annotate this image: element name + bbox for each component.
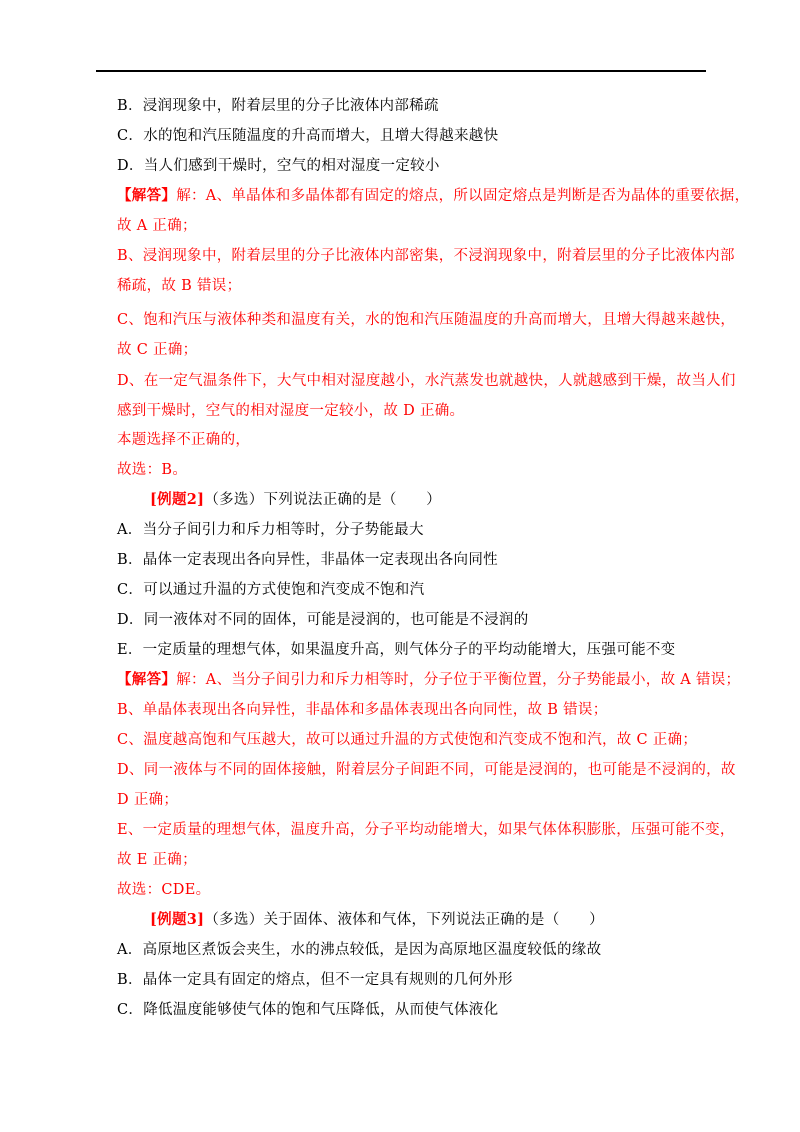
option-d: D．当人们感到干燥时，空气的相对湿度一定较小 xyxy=(117,158,440,174)
option-d: D．同一液体对不同的固体，可能是浸润的，也可能是不浸润的 xyxy=(117,612,529,628)
option-c: C．可以通过升温的方式使饱和汽变成不饱和汽 xyxy=(117,582,425,598)
answer-line: 故选：CDE。 xyxy=(117,882,211,898)
option-b: B．浸润现象中，附着层里的分子比液体内部稀疏 xyxy=(117,98,439,114)
option-c: C．降低温度能够使气体的饱和气压降低，从而使气体液化 xyxy=(117,1002,499,1018)
header-rule xyxy=(96,70,706,72)
answer-line: C、饱和汽压与液体种类和温度有关，水的饱和汽压随温度的升高而增大，且增大得越来越快， xyxy=(117,312,736,328)
answer-line: B、单晶体表现出各向异性，非晶体和多晶体表现出各向同性，故 B 错误； xyxy=(117,702,608,718)
example-2-heading xyxy=(150,491,441,509)
answer-line: 故选：B。 xyxy=(117,462,188,478)
answer-line: 故 A 正确； xyxy=(117,218,197,234)
example-tag: [例题2] xyxy=(150,491,205,508)
answer-text: 解：A、单晶体和多晶体都有固定的熔点，所以固定熔点是判断是否为晶体的重要依据， xyxy=(176,188,750,204)
answer-line: 故 E 正确； xyxy=(117,852,197,868)
option-c: C．水的饱和汽压随温度的升高而增大，且增大得越来越快 xyxy=(117,128,499,144)
answer-line: C、温度越高饱和气压越大，故可以通过升温的方式使饱和汽变成不饱和汽，故 C 正确； xyxy=(117,732,698,748)
answer-line: B、浸润现象中，附着层里的分子比液体内部密集，不浸润现象中，附着层里的分子比液体内部 xyxy=(117,248,735,264)
answer-line: 感到干燥时，空气的相对湿度一定较小，故 D 正确。 xyxy=(117,403,465,419)
example-3-heading xyxy=(150,911,604,929)
answer-tag: 【解答】 xyxy=(117,187,177,204)
answer-line: D 正确； xyxy=(117,792,179,808)
answer-text: 解：A、当分子间引力和斥力相等时，分子位于平衡位置，分子势能最小，故 A 错误； xyxy=(176,672,741,688)
example-tag: [例题3] xyxy=(150,911,205,928)
option-a: A．高原地区煮饭会夹生，水的沸点较低，是因为高原地区温度较低的缘故 xyxy=(117,942,602,958)
option-b: B．晶体一定表现出各向异性，非晶体一定表现出各向同性 xyxy=(117,552,498,568)
answer-line xyxy=(117,671,740,689)
answer-tag: 【解答】 xyxy=(117,671,177,688)
answer-line: 稀疏，故 B 错误； xyxy=(117,278,242,294)
option-b: B．晶体一定具有固定的熔点，但不一定具有规则的几何外形 xyxy=(117,972,513,988)
example-question: （多选）关于固体、液体和气体，下列说法正确的是（ ） xyxy=(204,912,604,928)
option-a: A．当分子间引力和斥力相等时，分子势能最大 xyxy=(117,522,424,538)
answer-line: 故 C 正确； xyxy=(117,342,198,358)
answer-line: D、在一定气温条件下，大气中相对湿度越小，水汽蒸发也就越快，人就越感到干燥，故当人们 xyxy=(117,373,736,389)
option-e: E．一定质量的理想气体，如果温度升高，则气体分子的平均动能增大，压强可能不变 xyxy=(117,642,676,658)
answer-line: E、一定质量的理想气体，温度升高，分子平均动能增大，如果气体体积膨胀，压强可能不变， xyxy=(117,822,735,838)
answer-line xyxy=(117,187,749,205)
answer-line: 本题选择不正确的， xyxy=(117,432,251,448)
answer-line: D、同一液体与不同的固体接触，附着层分子间距不同，可能是浸润的，也可能是不浸润的，故 xyxy=(117,762,736,778)
example-question: （多选）下列说法正确的是（ ） xyxy=(204,492,442,508)
